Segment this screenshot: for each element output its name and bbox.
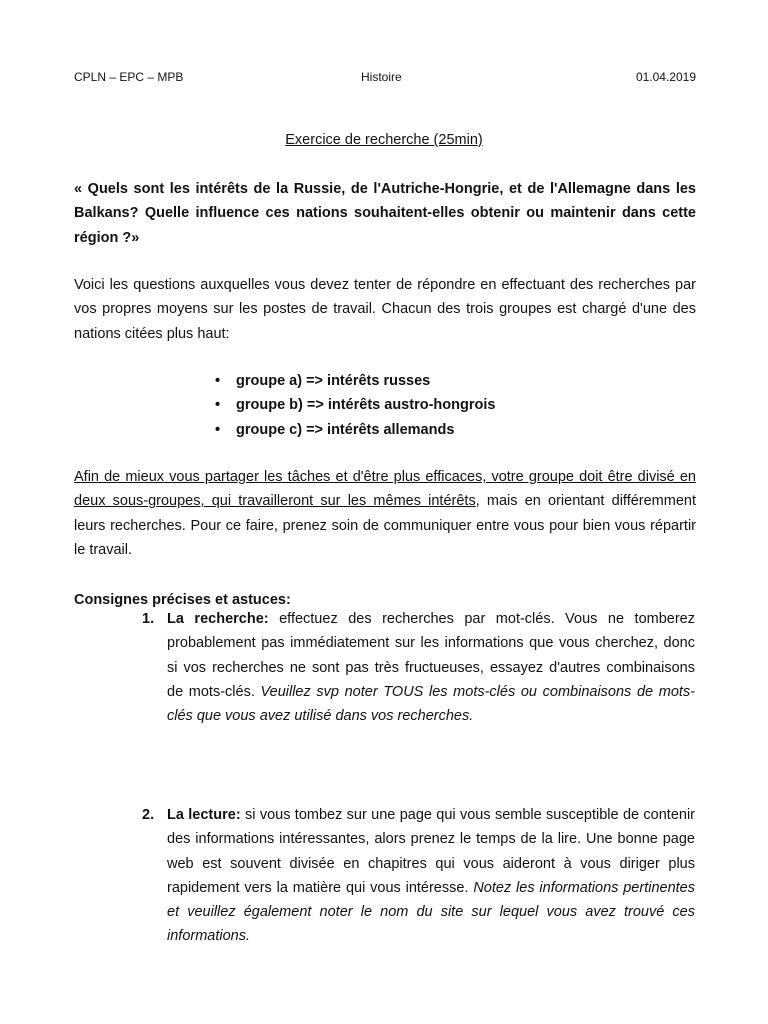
research-question: « Quels sont les intérêts de la Russie, de l'Autriche-Hongrie, et de l'Allemagne dans les Balkans? Quelle influence ces nations souhaitent-elles obtenir ou maintenir dans cette région ?» [74,181,696,246]
list-item [215,393,496,417]
list-item [142,803,695,949]
header-left: CPLN – EPC – MPB [74,70,184,84]
bullet-icon: • [215,397,221,414]
page-header [74,68,696,86]
header-subject: Histoire [361,70,402,84]
bullet-icon: • [215,373,221,389]
underlined-instruction: Afin de mieux vous partager les tâches et d'être plus efficaces, votre groupe doit être divisé en deux sous-groupes, qui travailleront sur les mêmes intérêts [74,469,696,510]
groups-list [215,369,496,442]
group-label: groupe b) => intérêts austro-hongrois [236,397,496,414]
intro-paragraph: Voici les questions auxquelles vous devez tenter de répondre en effectuant des recherches par vos propres moyens sur les postes de travail. Chacun des trois groupes est chargé d'une des nations citées plus haut: [74,277,696,342]
item-number: 2. [142,807,155,823]
list-item [215,369,495,393]
group-label: groupe a) => intérêts russes [236,373,431,389]
bullet-icon: • [215,421,221,438]
group-label: groupe c) => intérêts allemands [236,421,455,438]
list-item [215,418,495,442]
item-text: effectuez des recherches par mot-clés. Vous ne tomberez probablement pas immédiatement sur les informations que vous cherchez, donc si vos recherches ne sont pas très fructueuses, essayez d'autres combinaisons de mots-clés. [167,611,695,700]
item-text: si vous tombez sur une page qui vous semble susceptible de contenir des informations intéressantes, alors prenez le temps de la lire. Une bonne page web est souvent divisée en chapitres qui vous aideront à vous diriger plus rapidement vers la matière qui vous intéresse. [167,807,695,896]
list-item [142,607,695,728]
item-italic-note: Notez les informations pertinentes et veuillez également noter le nom du site sur lequel vous avez trouvé ces informations. [167,879,695,945]
organization-paragraph [74,465,696,562]
header-date: 01.04.2019 [635,70,696,84]
consignes-heading: Consignes précises et astuces: [74,592,291,608]
item-italic-note: Veuillez svp noter TOUS les mots-clés ou combinaisons de mots-clés que vous avez utilisé dans vos recherches. [167,683,695,725]
instruction-rest: , mais en orientant différemment leurs recherches. Pour ce faire, prenez soin de communiquer entre vous pour bien vous répartir le travail. [74,493,696,558]
exercise-title: Exercice de recherche (25min) [285,132,483,148]
item-number: 1. [142,611,155,627]
item-label: La recherche: [167,611,269,627]
item-label: La lecture: [167,807,241,823]
